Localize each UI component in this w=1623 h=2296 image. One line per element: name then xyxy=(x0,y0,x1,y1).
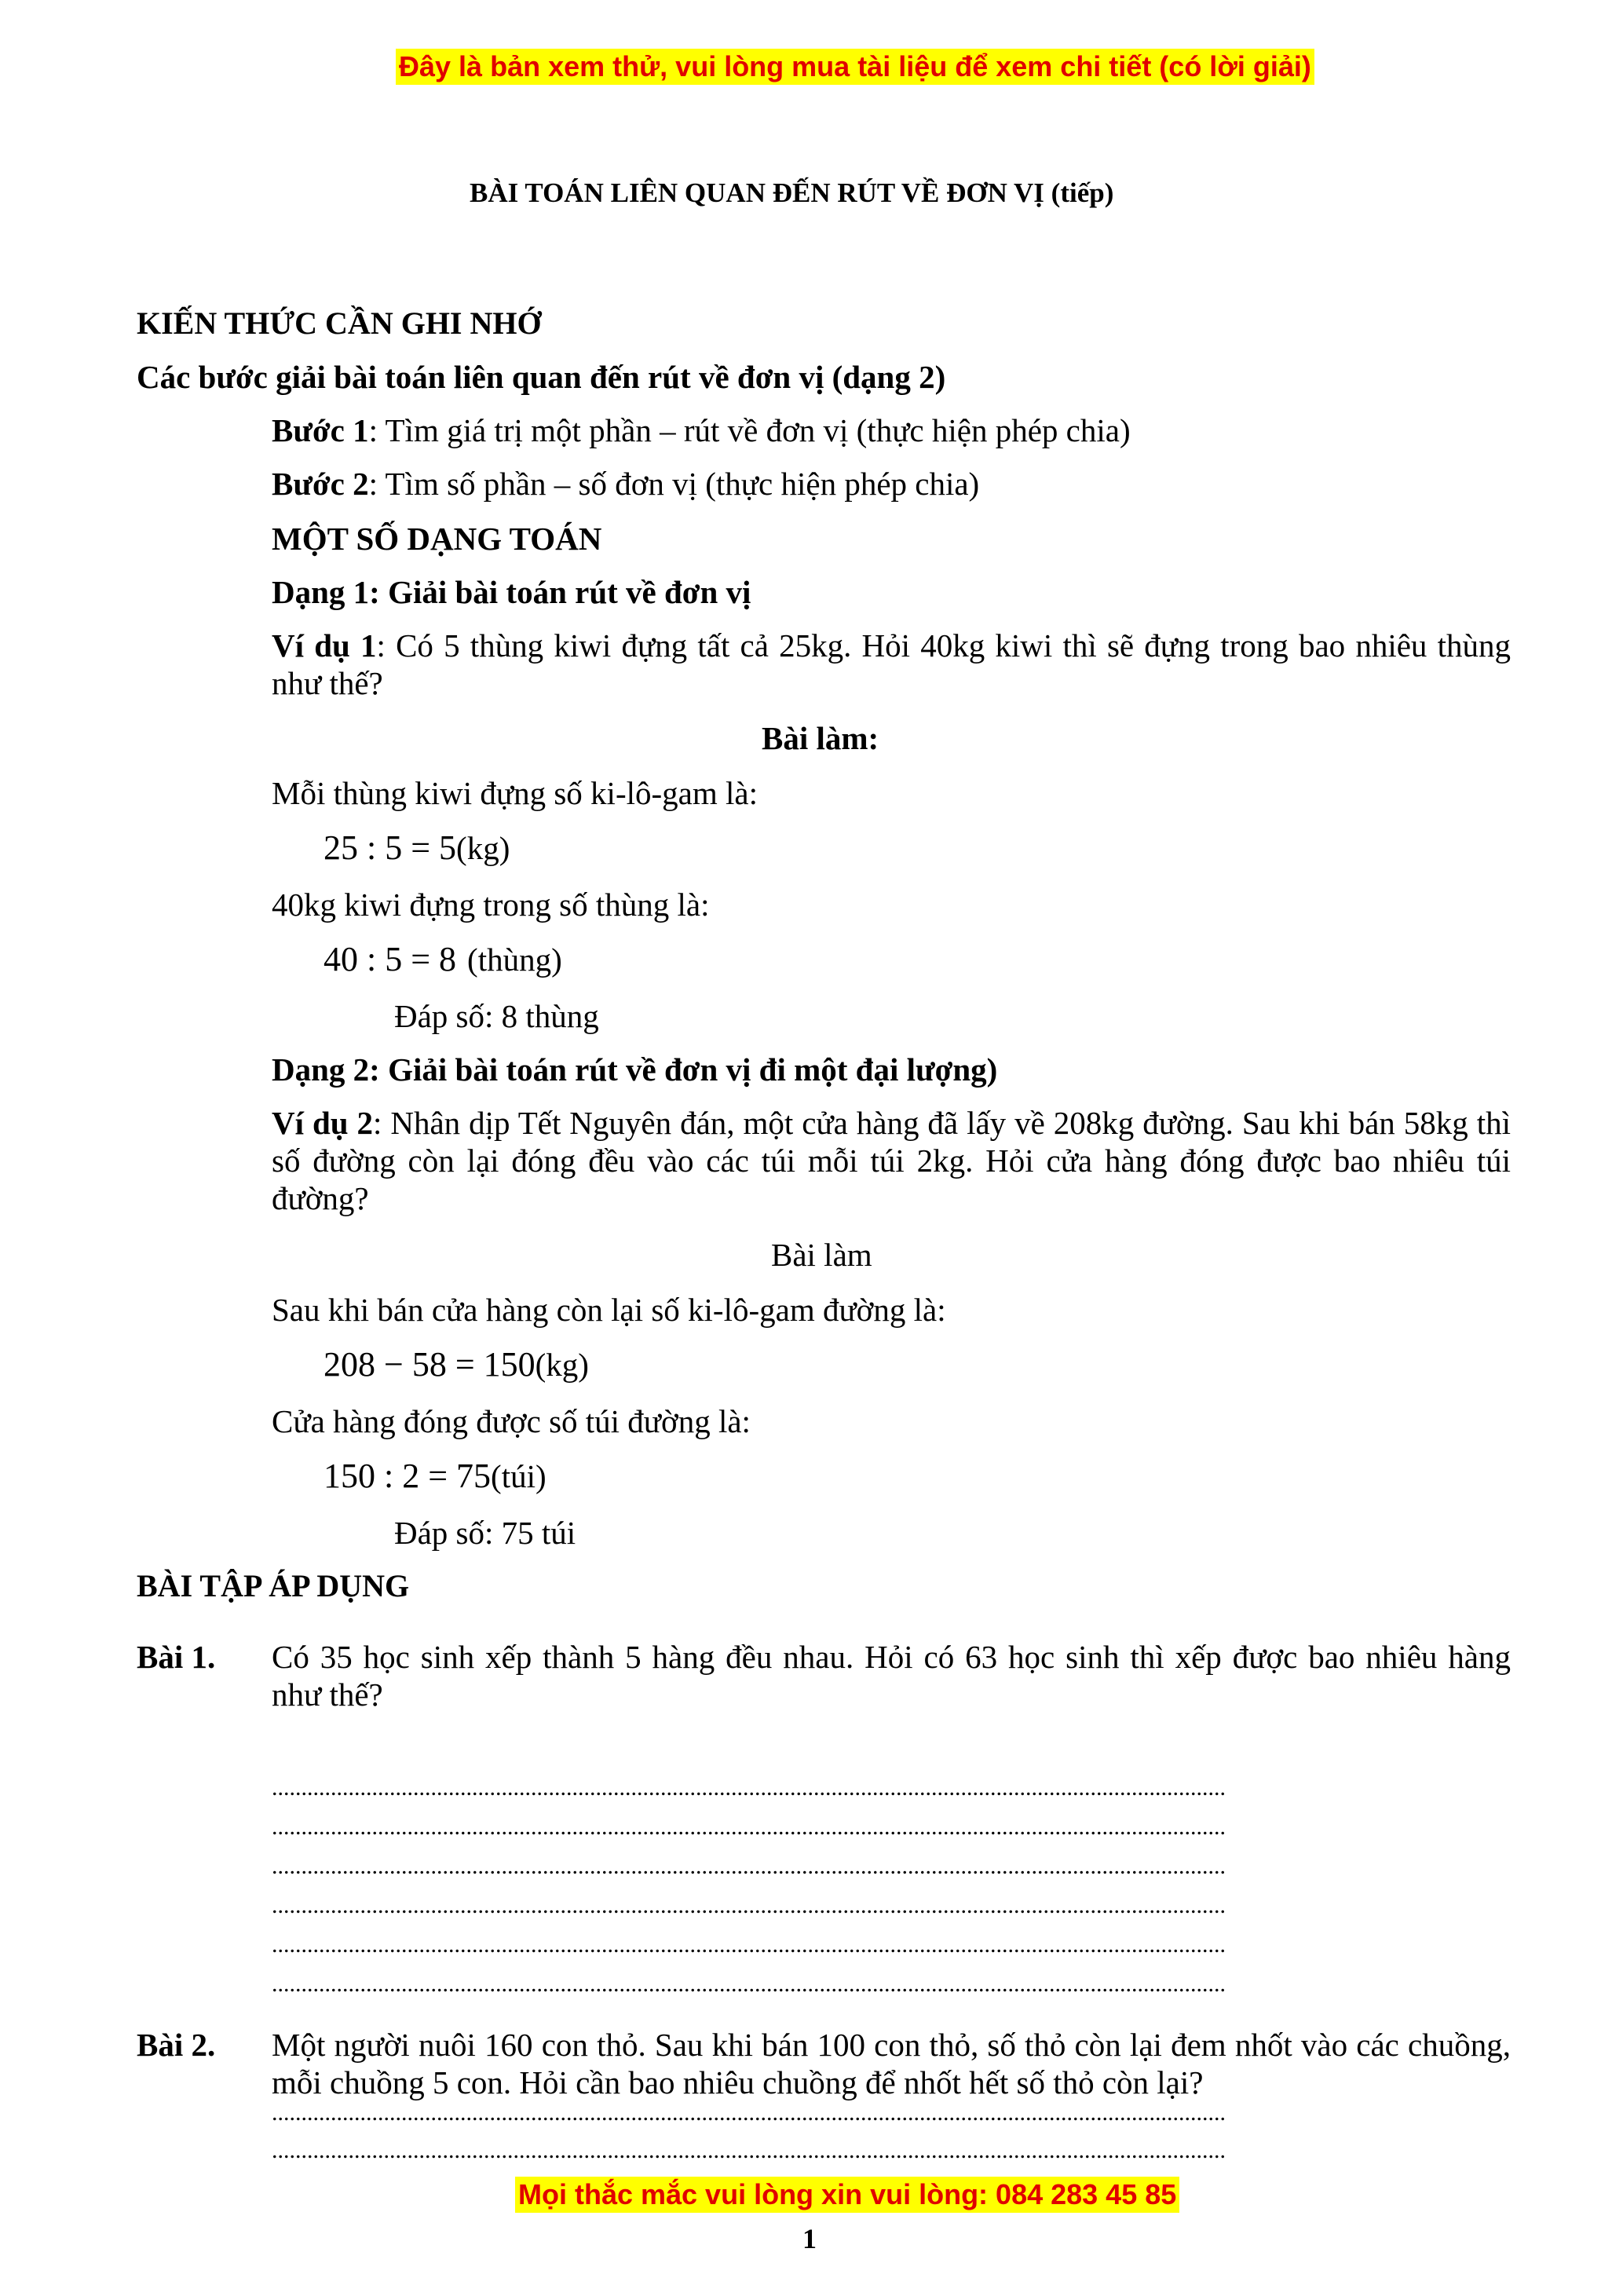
answer-line-3[interactable]: .................................................................................................................................................................. xyxy=(272,1855,1226,1878)
solution-1-line-2: 40kg kiwi đựng trong số thùng là: xyxy=(272,887,710,923)
step-1-label: Bước 1 xyxy=(272,412,369,448)
answer-line-6[interactable]: .................................................................................................................................................................. xyxy=(272,1972,1226,1996)
step-1-text: : Tìm giá trị một phần – rút về đơn vị (thực hiện phép chia) xyxy=(368,412,1131,448)
calc-1-expression: 25 : 5 = 5 xyxy=(324,828,457,867)
calc-3-unit: (kg) xyxy=(535,1347,589,1383)
solution-2-calc-2 xyxy=(324,1456,546,1496)
solution-1-calc-2 xyxy=(324,939,562,979)
answer-line-5[interactable]: .................................................................................................................................................................. xyxy=(272,1933,1226,1957)
exercise-1-text: Có 35 học sinh xếp thành 5 hàng đều nhau. Hỏi có 63 học sinh thì xếp được bao nhiêu hàng như thế? xyxy=(272,1639,1511,1713)
calc-2-expression: 40 : 5 = 8 xyxy=(324,940,457,978)
calc-4-unit: (túi) xyxy=(491,1458,546,1494)
step-2 xyxy=(272,465,979,503)
step-2-text: : Tìm số phần – số đơn vị (thực hiện phép chia) xyxy=(368,466,980,502)
example-1 xyxy=(272,627,1511,702)
page-number: 1 xyxy=(802,2223,817,2254)
answer-line-8[interactable]: .................................................................................................................................................................. xyxy=(272,2139,1226,2163)
answer-line-2[interactable]: .................................................................................................................................................................. xyxy=(272,1815,1226,1839)
solution-2-line-1: Sau khi bán cửa hàng còn lại số ki-lô-gam đường là: xyxy=(272,1292,946,1328)
solution-2-title: Bài làm xyxy=(771,1237,872,1273)
solution-1-line-1: Mỗi thùng kiwi đựng số ki-lô-gam là: xyxy=(272,775,758,811)
solution-2-answer: Đáp số: 75 túi xyxy=(394,1515,576,1551)
answer-line-7[interactable]: .................................................................................................................................................................. xyxy=(272,2101,1226,2125)
solution-2-line-2: Cửa hàng đóng được số túi đường là: xyxy=(272,1403,751,1439)
step-1 xyxy=(272,411,1131,449)
calc-1-unit: (kg) xyxy=(456,830,510,866)
type-1-heading: Dạng 1: Giải bài toán rút về đơn vị xyxy=(272,574,751,610)
answer-line-4[interactable]: .................................................................................................................................................................. xyxy=(272,1894,1226,1918)
exercise-2-text: Một người nuôi 160 con thỏ. Sau khi bán 100 con thỏ, số thỏ còn lại đem nhốt vào các chuồng, mỗi chuồng 5 con. Hỏi cần bao nhiêu chuồng để nhốt hết số thỏ còn lại? xyxy=(272,2027,1511,2100)
example-2-label: Ví dụ 2 xyxy=(272,1105,374,1141)
types-heading: MỘT SỐ DẠNG TOÁN xyxy=(272,521,602,557)
answer-line-1[interactable]: .................................................................................................................................................................. xyxy=(272,1776,1226,1800)
example-2 xyxy=(272,1104,1511,1217)
contact-banner: Mọi thắc mắc vui lòng xin vui lòng: 084 283 45 85 xyxy=(515,2177,1179,2213)
exercise-2-label: Bài 2. xyxy=(137,2027,216,2063)
calc-2-unit: (thùng) xyxy=(467,941,562,978)
calc-3-expression: 208 − 58 = 150 xyxy=(324,1345,536,1384)
calc-4-expression: 150 : 2 = 75 xyxy=(324,1457,492,1495)
step-2-label: Bước 2 xyxy=(272,466,369,502)
preview-banner: Đây là bản xem thử, vui lòng mua tài liệu để xem chi tiết (có lời giải) xyxy=(396,49,1314,85)
example-1-text: : Có 5 thùng kiwi đựng tất cả 25kg. Hỏi 40kg kiwi thì sẽ đựng trong bao nhiêu thùng như thế? xyxy=(272,627,1511,701)
knowledge-heading: KIẾN THỨC CẦN GHI NHỚ xyxy=(137,305,542,341)
example-1-label: Ví dụ 1 xyxy=(272,627,377,664)
solution-1-calc-1 xyxy=(324,828,510,868)
solution-1-answer: Đáp số: 8 thùng xyxy=(394,998,599,1034)
type-2-heading: Dạng 2: Giải bài toán rút về đơn vị đi một đại lượng) xyxy=(272,1051,998,1088)
page-title: BÀI TOÁN LIÊN QUAN ĐẾN RÚT VỀ ĐƠN VỊ (tiếp) xyxy=(470,177,1114,208)
knowledge-subheading: Các bước giải bài toán liên quan đến rút về đơn vị (dạng 2) xyxy=(137,359,946,395)
solution-1-title: Bài làm: xyxy=(762,720,879,756)
example-2-text: : Nhân dịp Tết Nguyên đán, một cửa hàng đã lấy về 208kg đường. Sau khi bán 58kg thì số đường còn lại đóng đều vào các túi mỗi túi 2kg. Hỏi cửa hàng đóng được bao nhiêu túi đường? xyxy=(272,1105,1511,1216)
solution-2-calc-1 xyxy=(324,1344,589,1384)
exercises-heading: BÀI TẬP ÁP DỤNG xyxy=(137,1568,410,1603)
exercise-1-label: Bài 1. xyxy=(137,1639,216,1675)
